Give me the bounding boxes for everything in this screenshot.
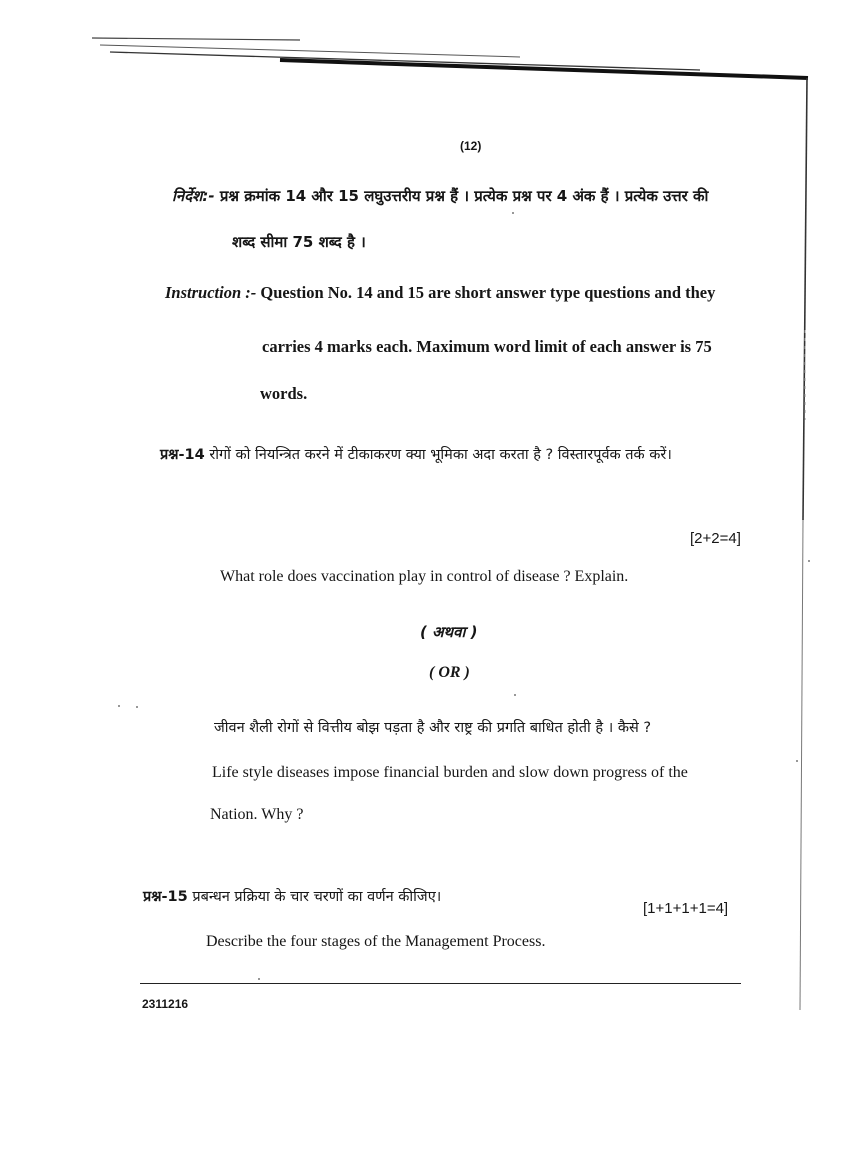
scan-speck	[808, 560, 810, 562]
question-15-label: प्रश्न-15	[143, 889, 188, 905]
question-14-english: What role does vaccination play in control of disease ? Explain.	[220, 568, 629, 585]
question-15-hindi	[143, 886, 441, 906]
instruction-line-1	[165, 283, 715, 303]
directive-line-1	[172, 186, 708, 206]
question-14-hindi-text: रोगों को नियन्त्रित करने में टीकाकरण क्या भूमिका अदा करता है ? विस्तारपूर्वक तर्क करें।	[209, 447, 672, 463]
or-english: ( OR )	[429, 664, 470, 681]
directive-label: निर्देश:-	[172, 187, 215, 205]
scan-speck	[514, 694, 516, 696]
page-number: (12)	[460, 139, 482, 153]
instruction-line-2: carries 4 marks each. Maximum word limit of each answer is 75	[262, 337, 712, 356]
question-14-marks: [2+2=4]	[690, 530, 741, 547]
or-hindi: ( अथवा )	[420, 623, 478, 641]
scan-speck	[512, 212, 514, 214]
scan-speck	[136, 706, 138, 708]
scan-speck	[796, 760, 798, 762]
footer-code: 2311216	[142, 997, 189, 1011]
question-15-english: Describe the four stages of the Management Process.	[206, 933, 546, 950]
directive-text-1: प्रश्न क्रमांक 14 और 15 लघुउत्तरीय प्रश्न हैं । प्रत्येक प्रश्न पर 4 अंक हैं । प्रत्येक उत्तर की	[219, 187, 709, 205]
instruction-text-1: Question No. 14 and 15 are short answer type questions and they	[260, 283, 716, 302]
scan-speck	[258, 978, 260, 980]
instruction-label: Instruction :-	[165, 283, 257, 302]
footer-rule	[140, 983, 741, 984]
question-14-alt-english-2: Nation. Why ?	[210, 806, 304, 823]
directive-line-2: शब्द सीमा 75 शब्द है ।	[232, 233, 366, 251]
question-14-hindi	[160, 444, 672, 464]
question-14-alt-hindi: जीवन शैली रोगों से वित्तीय बोझ पड़ता है और राष्ट्र की प्रगति बाधित होती है । कैसे ?	[214, 720, 652, 736]
scan-speck	[118, 705, 120, 707]
question-14-label: प्रश्न-14	[160, 447, 205, 463]
question-15-hindi-text: प्रबन्धन प्रक्रिया के चार चरणों का वर्णन कीजिए।	[192, 889, 442, 905]
instruction-line-3: words.	[260, 384, 308, 403]
question-15-marks: [1+1+1+1=4]	[643, 900, 729, 917]
question-14-alt-english-1: Life style diseases impose financial burden and slow down progress of the	[212, 764, 688, 781]
